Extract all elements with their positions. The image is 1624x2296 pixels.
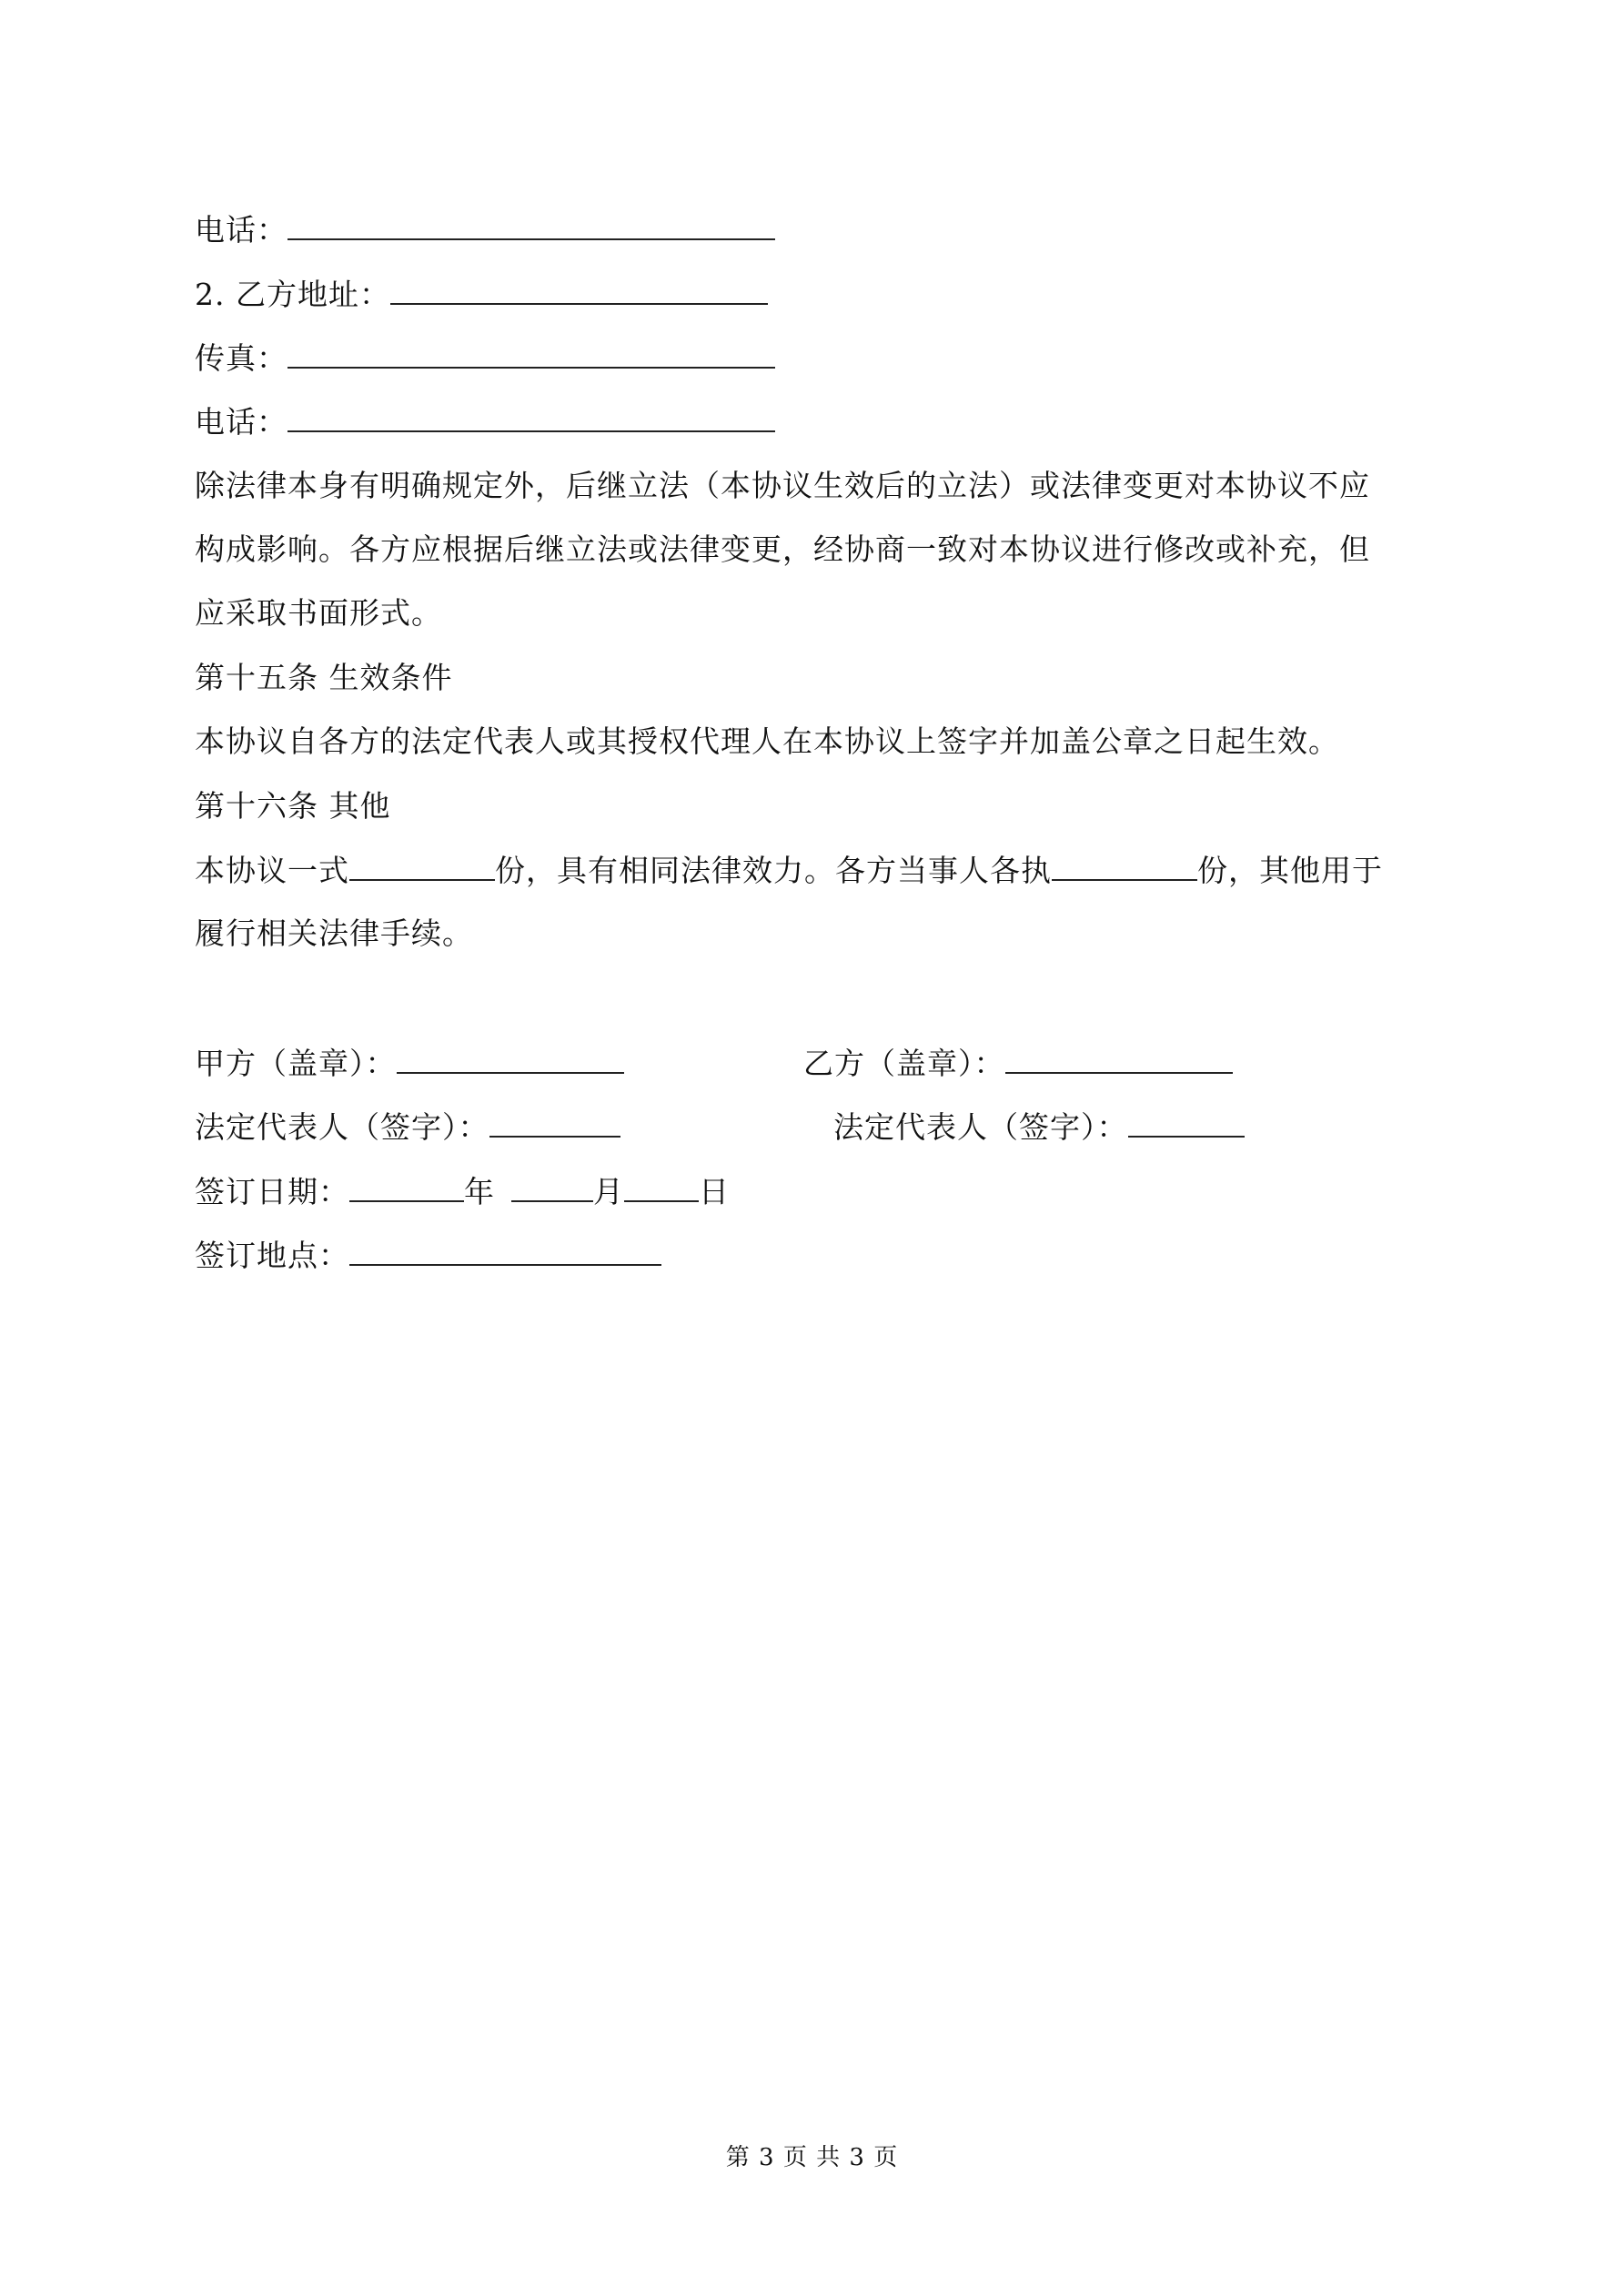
article-heading: 第十六条 其他 <box>195 788 391 824</box>
fax-line <box>195 339 775 377</box>
copies-text: 份，其他用于 <box>1197 853 1383 888</box>
party-b-address-line <box>195 276 768 313</box>
phone-blank <box>287 211 775 240</box>
party-a-seal-line <box>195 1045 624 1082</box>
phone-line-2 <box>195 403 775 440</box>
phone-label: 电话： <box>195 212 287 248</box>
paragraph-line: 应采取书面形式。 <box>195 595 442 631</box>
sign-date-line <box>195 1173 730 1210</box>
party-b-address-label: 2. 乙方地址： <box>195 277 390 312</box>
legal-rep-a-line <box>195 1108 620 1146</box>
sign-place-blank <box>349 1237 661 1266</box>
sign-date-label: 签订日期： <box>195 1174 349 1209</box>
copies-line <box>195 852 1383 889</box>
paragraph-line: 本协议自各方的法定代表人或其授权代理人在本协议上签字并加盖公章之日起生效。 <box>195 723 1339 759</box>
page-number: 第 3 页 共 3 页 <box>725 2144 899 2171</box>
legal-rep-a-label: 法定代表人（签字）： <box>195 1109 489 1145</box>
phone-line-1 <box>195 211 775 248</box>
paragraph-line: 构成影响。各方应根据后继立法或法律变更，经协商一致对本协议进行修改或补充，但 <box>195 531 1370 567</box>
phone-blank <box>287 403 775 432</box>
month-label: 月 <box>593 1174 624 1209</box>
year-label: 年 <box>464 1174 495 1209</box>
sign-place-line <box>195 1237 661 1274</box>
copies-text: 本协议一式 <box>195 853 349 888</box>
legal-rep-b-blank <box>1128 1108 1245 1138</box>
copies-total-blank <box>349 852 495 881</box>
phone-label: 电话： <box>195 404 287 440</box>
fax-label: 传真： <box>195 340 287 376</box>
party-a-seal-label: 甲方（盖章）： <box>195 1046 397 1081</box>
paragraph-line: 除法律本身有明确规定外，后继立法（本协议生效后的立法）或法律变更对本协议不应 <box>195 468 1370 503</box>
year-blank <box>349 1173 464 1202</box>
sign-place-label: 签订地点： <box>195 1238 349 1273</box>
party-b-address-blank <box>390 276 768 305</box>
day-blank <box>624 1173 699 1202</box>
paragraph-line: 履行相关法律手续。 <box>195 915 473 951</box>
party-b-seal-line <box>803 1045 1233 1082</box>
party-b-seal-label: 乙方（盖章）： <box>803 1046 1005 1081</box>
party-b-seal-blank <box>1005 1045 1233 1074</box>
fax-blank <box>287 339 775 369</box>
legal-rep-b-label: 法定代表人（签字）： <box>833 1109 1128 1145</box>
month-blank <box>511 1173 593 1202</box>
article-heading: 第十五条 生效条件 <box>195 660 453 695</box>
legal-rep-a-blank <box>489 1108 620 1138</box>
day-label: 日 <box>699 1174 730 1209</box>
legal-rep-b-line <box>833 1108 1245 1146</box>
copies-each-blank <box>1052 852 1197 881</box>
copies-text: 份，具有相同法律效力。各方当事人各执 <box>495 853 1052 888</box>
party-a-seal-blank <box>397 1045 624 1074</box>
